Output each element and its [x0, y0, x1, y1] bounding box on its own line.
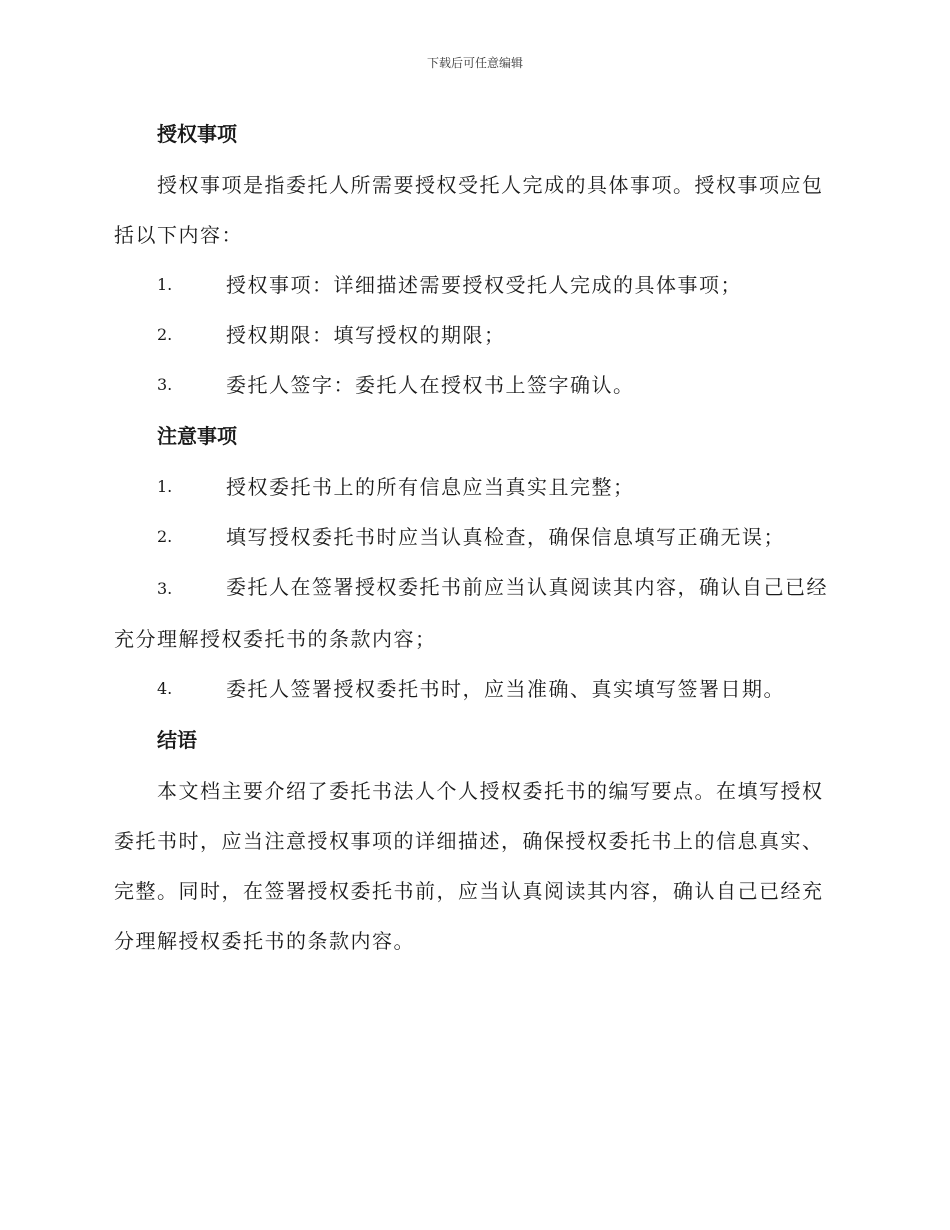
document-body	[114, 108, 836, 966]
list-item-text: 填写授权委托书时应当认真检查，确保信息填写正确无误；	[226, 525, 785, 549]
list-item	[114, 360, 836, 410]
list-item-number: 1.	[157, 477, 173, 496]
list-item-number: 2.	[157, 527, 173, 546]
list-item-number: 1.	[157, 275, 173, 294]
list-item-text: 委托人在签署授权委托书前应当认真阅读其内容，确认自己已经充分理解授权委托书的条款内容；	[114, 575, 828, 651]
list-item	[114, 310, 836, 360]
list-item-text: 委托人签字：委托人在授权书上签字确认。	[226, 373, 635, 397]
list-item	[114, 260, 836, 310]
list-item	[114, 512, 836, 562]
list-item-text: 授权期限：填写授权的期限；	[226, 323, 506, 347]
authorization-intro: 授权事项是指委托人所需要授权受托人完成的具体事项。授权事项应包括以下内容：	[114, 173, 824, 247]
list-item-text: 授权事项：详细描述需要授权受托人完成的具体事项；	[226, 273, 742, 297]
list-item-text: 授权委托书上的所有信息应当真实且完整；	[226, 475, 635, 499]
list-item-number: 3.	[157, 579, 173, 598]
section-title-conclusion: 结语	[157, 728, 197, 752]
list-item	[114, 664, 836, 714]
list-item-number: 3.	[157, 375, 173, 394]
conclusion-body: 本文档主要介绍了委托书法人个人授权委托书的编写要点。在填写授权委托书时，应当注意授权事项的详细描述，确保授权委托书上的信息真实、完整。同时，在签署授权委托书前，应当认真阅读其内容，确认自己已经充分理解授权委托书的条款内容。	[114, 779, 824, 953]
list-item-number: 2.	[157, 325, 173, 344]
section-title-authorization: 授权事项	[157, 122, 237, 146]
page-header: 下载后可任意编辑	[426, 56, 523, 70]
list-item	[114, 562, 836, 664]
list-item	[114, 462, 836, 512]
section-title-notes: 注意事项	[157, 424, 237, 448]
list-item-number: 4.	[157, 679, 173, 698]
list-item-text: 委托人签署授权委托书时，应当准确、真实填写签署日期。	[226, 677, 785, 701]
